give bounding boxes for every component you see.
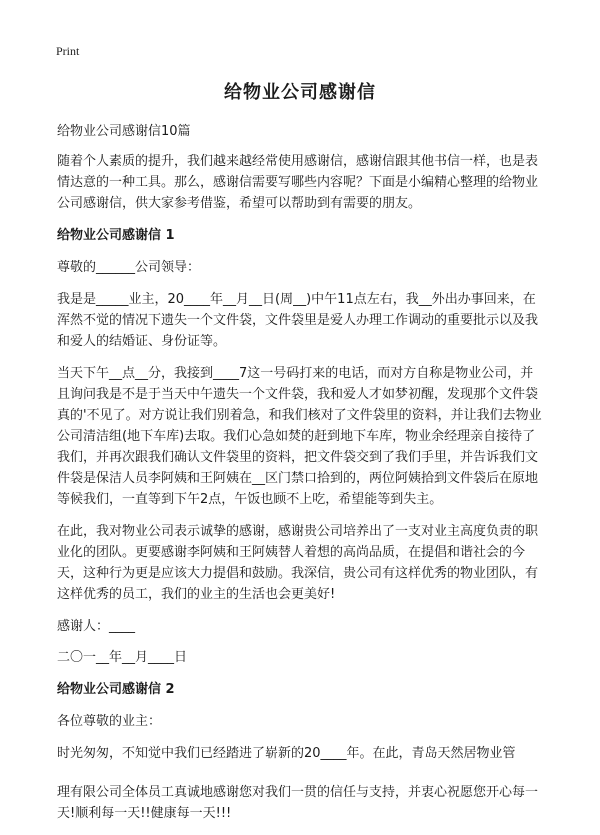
print-link[interactable]: Print: [56, 44, 80, 58]
letter-1-date: 二〇一__年__月____日: [57, 650, 188, 665]
intro-paragraph: 随着个人素质的提升，我们越来越经常使用感谢信，感谢信跟其他书信一样，也是表情达意的一种工具。那么，感谢信需要写哪些内容呢？下面是小编精心整理的给物业公司感谢信，供大家参考借鉴，希望可以帮助到有需要的朋友。: [57, 154, 539, 211]
letter-1-heading: 给物业公司感谢信 1: [57, 228, 175, 243]
document-title: 给物业公司感谢信: [224, 82, 376, 103]
letter-1-paragraph: 在此，我对物业公司表示诚挚的感谢，感谢贵公司培养出了一支对业主高度负责的职业化的团队。更要感谢李阿姨和王阿姨替人着想的高尚品质，在提倡和谐社会的今天，这种行为更是应该大力提倡和鼓励。我深信，贵公司有这样优秀的物业团队，有这样优秀的员工，我们的业主的生活也会更美好!: [57, 524, 539, 602]
letter-2-salutation: 各位尊敬的业主：: [57, 714, 162, 729]
letter-1-signer: 感谢人：____: [57, 619, 136, 634]
letter-2-heading: 给物业公司感谢信 2: [57, 682, 175, 697]
letter-2-paragraph: 理有限公司全体员工真诚地感谢您对我们一贯的信任与支持，并衷心祝愿您开心每一天!顺利每一天!!健康每一天!!!: [57, 785, 539, 821]
letter-1-paragraph: 我是是_____业主，20____年__月__日(周__)中午11点左右，我__外出办事回来，在浑然不觉的情况下遗失一个文件袋，文件袋里是爱人办理工作调动的重要批示以及我和爱人的结婚证、身份证等。: [57, 292, 539, 349]
letter-1-salutation: 尊敬的______公司领导：: [57, 260, 201, 275]
letter-2-paragraph: 时光匆匆，不知觉中我们已经踏进了崭新的20____年。在此，青岛天然居物业管: [57, 746, 516, 761]
letter-1-paragraph: 当天下午__点__分，我接到____7这一号码打来的电话，而对方自称是物业公司，并且询问我是不是于当天中午遗失一个文件袋，我和爱人才如梦初醒，发现那个文件袋真的'不见了。对方说让我们别着急，和我们核对了文件袋里的资料，并让我们去物业公司清洁组(地下车库)去取。我们心急如焚的赶到地下车库，物业余经理亲自接待了我们，并再次跟我们确认文件袋里的资料，把文件袋交到了我们手里，并告诉我们文件袋是保洁人员李阿姨和王阿姨在__区门禁口拾到的，两位阿姨拾到文件袋后在原地等候我们，一直等到下午2点，午饭也顾不上吃，希望能等到失主。: [57, 366, 542, 507]
document-body: [57, 121, 545, 835]
document-subtitle: 给物业公司感谢信10篇: [57, 124, 191, 139]
